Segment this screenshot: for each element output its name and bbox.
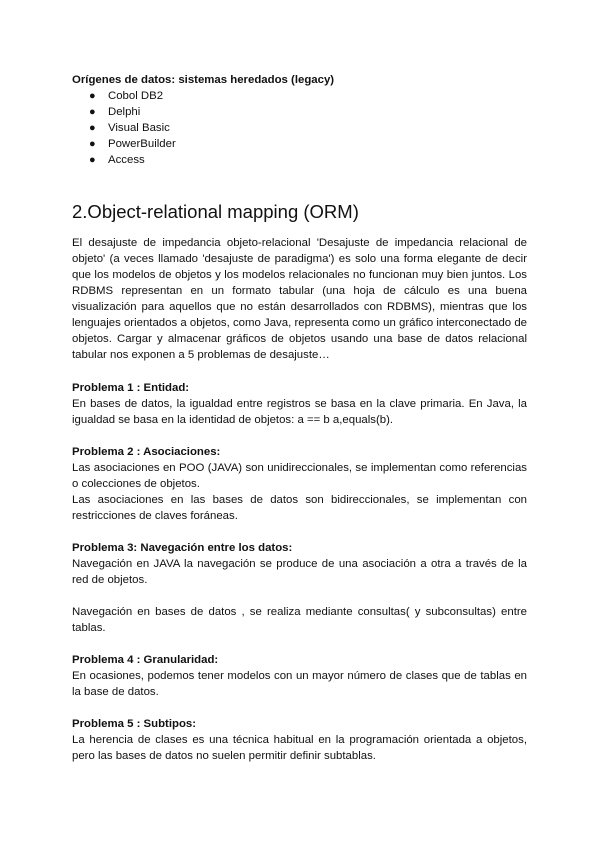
list-item-label: PowerBuilder	[108, 138, 176, 150]
document-page	[72, 72, 527, 762]
problem-text: Las asociaciones en POO (JAVA) son unidireccionales, se implementan como referencias o colecciones de objetos.	[72, 462, 527, 490]
problem-2-block	[72, 444, 527, 524]
bullet-icon: ●	[89, 154, 96, 166]
problem-text: En bases de datos, la igualdad entre registros se basa en la clave primaria. En Java, la igualdad se basa en la identidad de objetos: a == b a,equals(b).	[72, 398, 527, 426]
problem-4-block	[72, 652, 527, 700]
bullet-icon: ●	[89, 138, 96, 150]
legacy-sources-list	[72, 88, 527, 168]
problem-title: Problema 4 : Granularidad:	[72, 654, 219, 666]
problem-title: Problema 3: Navegación entre los datos:	[72, 542, 293, 554]
list-item-label: Visual Basic	[108, 122, 170, 134]
list-item-label: Access	[108, 154, 145, 166]
legacy-sources-heading: Orígenes de datos: sistemas heredados (legacy)	[72, 74, 335, 86]
problem-text: Navegación en bases de datos , se realiza mediante consultas( y subconsultas) entre tablas.	[72, 606, 527, 634]
problem-3-block	[72, 540, 527, 636]
bullet-icon: ●	[89, 90, 96, 102]
problem-1-block	[72, 380, 527, 428]
intro-paragraph: El desajuste de impedancia objeto-relacional 'Desajuste de impedancia relacional de objeto' (a veces llamado 'desajuste de paradigma') es solo una forma elegante de decir que los modelos de objetos y los modelos relacionales no funcionan muy bien juntos. Los RDBMS representan en un formato tabular (una hoja de cálculo es una buena visualización para aquellos que no están desarrollados con RDBMS), mientras que los lenguajes orientados a objetos, como Java, representa como un gráfico interconectado de objetos. Cargar y almacenar gráficos de objetos usando una base de datos relacional tabular nos exponen a 5 problemas de desajuste…	[72, 237, 527, 361]
bullet-icon: ●	[89, 122, 96, 134]
problem-title: Problema 5 : Subtipos:	[72, 718, 197, 730]
problem-5-block	[72, 716, 527, 764]
problem-text: Navegación en JAVA la navegación se produce de una asociación a otra a través de la red de objetos.	[72, 558, 527, 586]
list-item-label: Delphi	[108, 106, 141, 118]
problem-text: Las asociaciones en las bases de datos son bidireccionales, se implementan con restricciones de claves foráneas.	[72, 494, 527, 522]
list-item	[72, 152, 527, 168]
problem-text: La herencia de clases es una técnica habitual en la programación orientada a objetos, pero las bases de datos no suelen permitir definir subtablas.	[72, 734, 527, 762]
bullet-icon: ●	[89, 106, 96, 118]
list-item	[72, 136, 527, 152]
problem-title: Problema 1 : Entidad:	[72, 382, 190, 394]
list-item	[72, 104, 527, 120]
list-item	[72, 88, 527, 104]
problem-text: En ocasiones, podemos tener modelos con un mayor número de clases que de tablas en la base de datos.	[72, 670, 527, 698]
section-title: 2.Object-relational mapping (ORM)	[72, 201, 359, 222]
list-item	[72, 120, 527, 136]
list-item-label: Cobol DB2	[108, 90, 164, 102]
problem-title: Problema 2 : Asociaciones:	[72, 446, 221, 458]
